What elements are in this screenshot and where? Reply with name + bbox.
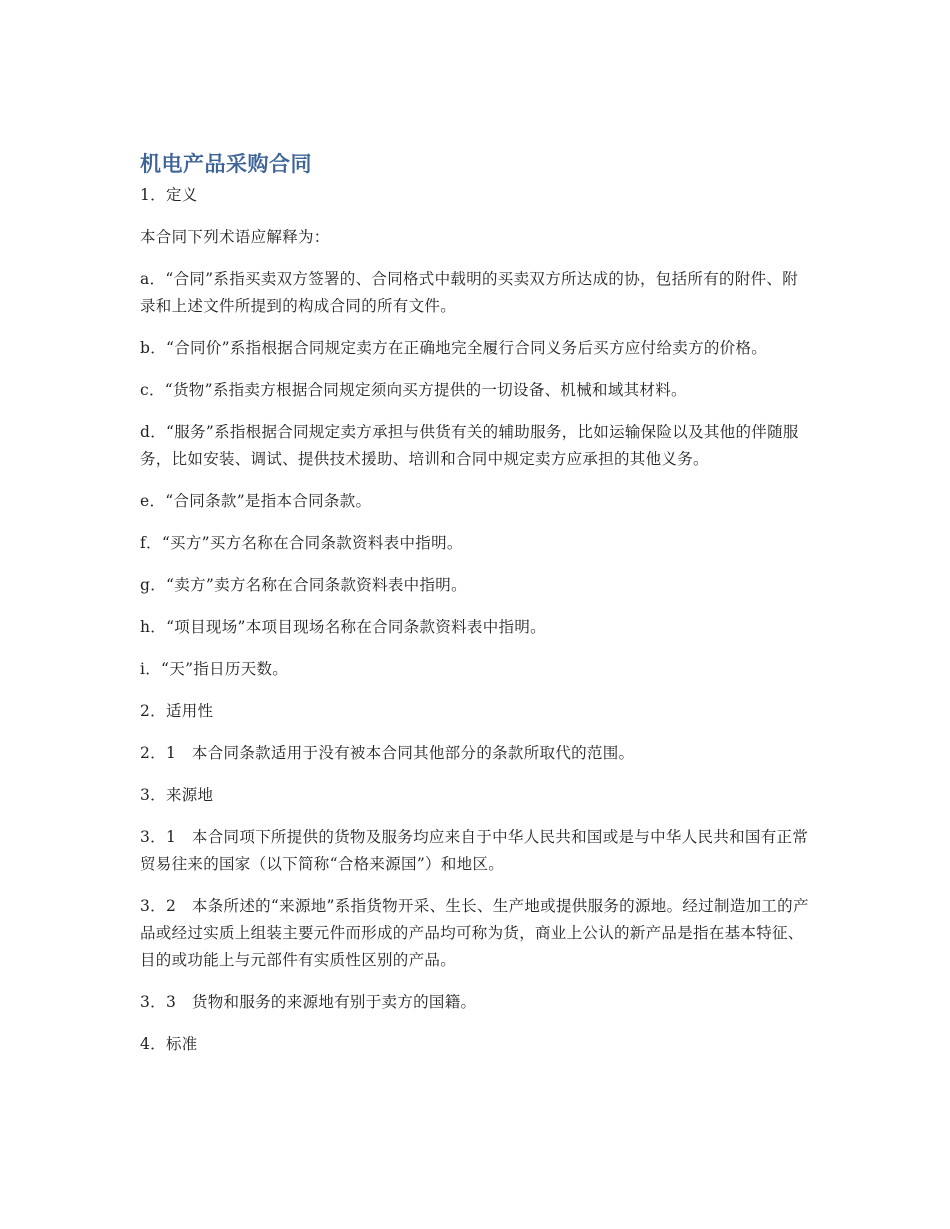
section-heading-definitions: 1．定义 <box>140 186 198 204</box>
definitions-intro: 本合同下列术语应解释为： <box>140 228 330 246</box>
definition-b-contract-price: b．“合同价”系指根据合同规定卖方在正确地完全履行合同义务后买方应付给卖方的价格。 <box>140 339 768 357</box>
definition-g-seller: g．“卖方”卖方名称在合同条款资料表中指明。 <box>140 576 467 594</box>
definition-c-goods: c．“货物”系指卖方根据合同规定须向买方提供的一切设备、机械和域其材料。 <box>140 381 687 399</box>
document-title: 机电产品采购合同 <box>140 152 312 176</box>
clause-3-1: 3．1 本合同项下所提供的货物及服务均应来自于中华人民共和国或是与中华人民共和国有正常贸易往来的国家（以下简称“合格来源国”）和地区。 <box>140 828 809 873</box>
section-heading-origin: 3．来源地 <box>140 786 214 804</box>
section-heading-standards: 4．标准 <box>140 1035 198 1053</box>
section-heading-applicability: 2．适用性 <box>140 702 214 720</box>
definition-h-project-site: h．“项目现场”本项目现场名称在合同条款资料表中指明。 <box>140 618 546 636</box>
definition-a-contract: a．“合同”系指买卖双方签署的、合同格式中载明的买卖双方所达成的协，包括所有的附件、附录和上述文件所提到的构成合同的所有文件。 <box>140 270 798 315</box>
definition-f-buyer: f．“买方”买方名称在合同条款资料表中指明。 <box>140 534 463 552</box>
definition-i-day: i．“天”指日历天数。 <box>140 660 289 678</box>
clause-3-3: 3．3 货物和服务的来源地有别于卖方的国籍。 <box>140 993 477 1011</box>
clause-3-2: 3．2 本条所述的“来源地”系指货物开采、生长、生产地或提供服务的源地。经过制造加工的产品或经过实质上组装主要元件而形成的产品均可称为货，商业上公认的新产品是指在基本特征、目的或功能上与元部件有实质性区别的产品。 <box>140 897 809 969</box>
definition-d-services: d．“服务”系指根据合同规定卖方承担与供货有关的辅助服务，比如运输保险以及其他的伴随服务，比如安装、调试、提供技术援助、培训和合同中规定卖方应承担的其他义务。 <box>140 423 799 468</box>
definition-e-contract-terms: e．“合同条款”是指本合同条款。 <box>140 492 372 510</box>
clause-2-1: 2．1 本合同条款适用于没有被本合同其他部分的条款所取代的范围。 <box>140 744 635 762</box>
document-page <box>140 148 810 1073</box>
